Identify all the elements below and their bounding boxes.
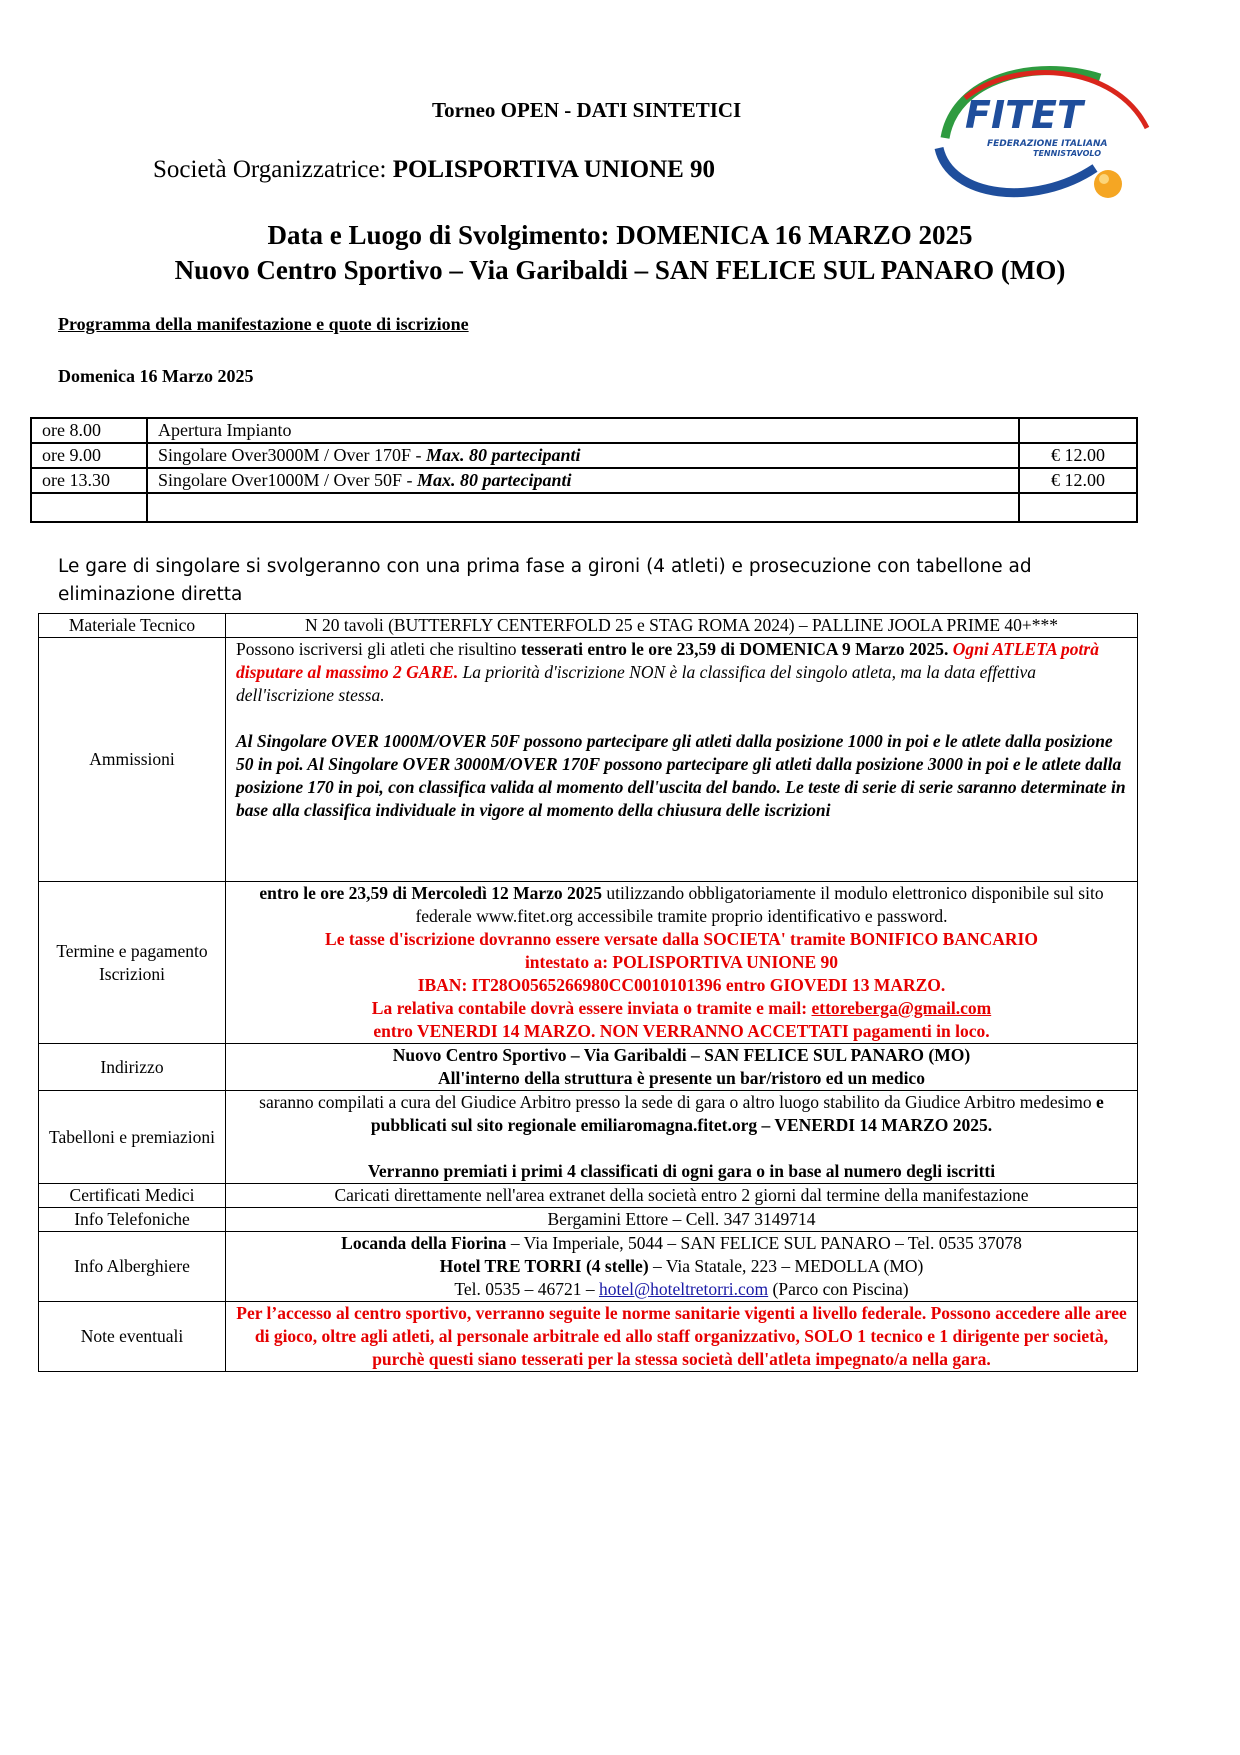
termine-red4: La relativa contabile dovrà essere inviata o tramite e mail: ettoreberga@gmail.com [371, 998, 992, 1018]
hotel-line3: Tel. 0535 – 46721 – hotel@hoteltretorri.com (Parco con Piscina) [454, 1279, 909, 1299]
hotel-email-link[interactable]: hotel@hoteltretorri.com [598, 1279, 769, 1299]
info-label: Info Alberghiere [39, 1232, 226, 1302]
indirizzo-line2: All'interno della struttura è presente un bar/ristoro ed un medico [438, 1068, 925, 1088]
info-value: Bergamini Ettore – Cell. 347 3149714 [226, 1208, 1138, 1232]
fitet-logo [925, 58, 1150, 208]
termine-red2: intestato a: POLISPORTIVA UNIONE 90 [524, 952, 839, 972]
schedule-time: ore 8.00 [31, 418, 147, 443]
event-date: Data e Luogo di Svolgimento: DOMENICA 16 MARZO 2025 [267, 220, 973, 250]
info-label: Certificati Medici [39, 1184, 226, 1208]
info-label: Termine e pagamento Iscrizioni [39, 882, 226, 1044]
logo-ball [1094, 170, 1122, 198]
indirizzo-line1: Nuovo Centro Sportivo – Via Garibaldi – SAN FELICE SUL PANARO (MO) [392, 1045, 971, 1065]
tabelloni-line1: saranno compilati a cura del Giudice Arbitro presso la sede di gara o altro luogo stabilito da Giudice Arbitro medesimo e pubblicati sul sito regionale emiliaromagna.fitet.org – VENERDI 14 MARZO 2025. [259, 1092, 1104, 1135]
info-label: Ammissioni [39, 638, 226, 882]
logo-subtitle-1: FEDERAZIONE ITALIANA [987, 139, 1108, 149]
logo-subtitle-2: TENNISTAVOLO [1033, 149, 1101, 158]
schedule-row [31, 443, 1137, 468]
info-row-telefono [39, 1208, 1138, 1232]
info-value: Caricati direttamente nell'area extranet della società entro 2 giorni dal termine della manifestazione [226, 1184, 1138, 1208]
info-row-note [39, 1302, 1138, 1372]
program-day: Domenica 16 Marzo 2025 [58, 366, 254, 386]
termine-email-link[interactable]: ettoreberga@gmail.com [811, 998, 992, 1018]
info-value [226, 1232, 1138, 1302]
hotel-line1: Locanda della Fiorina – Via Imperiale, 5044 – SAN FELICE SUL PANARO – Tel. 0535 37078 [341, 1233, 1022, 1253]
hotel-line2: Hotel TRE TORRI (4 stelle) – Via Statale, 223 – MEDOLLA (MO) [439, 1256, 924, 1276]
info-row-termine [39, 882, 1138, 1044]
info-value [226, 1044, 1138, 1091]
termine-red1: Le tasse d'iscrizione dovranno essere versate dalla SOCIETA' tramite BONIFICO BANCARIO [325, 929, 1038, 949]
schedule-max: Max. 80 partecipanti [416, 470, 572, 490]
termine-red3: IBAN: IT28O0565266980CC0010101396 entro GIOVEDI 13 MARZO. [417, 975, 946, 995]
schedule-time: ore 9.00 [31, 443, 147, 468]
tabelloni-line2: Verranno premiati i primi 4 classificati di ogni gara o in base al numero degli iscritti [367, 1161, 996, 1181]
organizer-label: Società Organizzatrice: [153, 156, 393, 183]
logo-ball-shine [1099, 174, 1109, 184]
info-value [226, 882, 1138, 1044]
info-value [226, 1091, 1138, 1184]
termine-red5: entro VENERDI 14 MARZO. NON VERRANNO ACCETTATI pagamenti in loco. [373, 1021, 990, 1041]
format-note: Le gare di singolare si svolgeranno con una prima fase a gironi (4 atleti) e prosecuzione con tabellone ad eliminazione diretta [58, 556, 1032, 605]
schedule-event: Apertura Impianto [147, 418, 1019, 443]
info-label: Note eventuali [39, 1302, 226, 1372]
info-row-materiale [39, 614, 1138, 638]
info-row-certificati [39, 1184, 1138, 1208]
event-place: Nuovo Centro Sportivo – Via Garibaldi – SAN FELICE SUL PANARO (MO) [174, 255, 1066, 285]
info-row-ammissioni [39, 638, 1138, 882]
info-row-tabelloni [39, 1091, 1138, 1184]
info-label: Tabelloni e premiazioni [39, 1091, 226, 1184]
info-row-indirizzo [39, 1044, 1138, 1091]
schedule-table [30, 417, 1138, 523]
schedule-fee: € 12.00 [1019, 468, 1137, 493]
schedule-row [31, 468, 1137, 493]
info-row-alberghi [39, 1232, 1138, 1302]
info-value [226, 638, 1138, 882]
ammissioni-p2: Al Singolare OVER 1000M/OVER 50F possono partecipare gli atleti dalla posizione 1000 in poi e le atlete dalla posizione 50 in poi. Al Singolare OVER 3000M/OVER 170F possono partecipare gli atleti dalla posizione 3000 in poi e le atlete dalla posizione 170 in poi, con classifica valida al momento dell'uscita del bando. Le teste di serie di serie saranno determinate in base alla classifica individuale in vigore al momento della chiusura delle iscrizioni [236, 731, 1126, 820]
schedule-row [31, 418, 1137, 443]
info-label: Info Telefoniche [39, 1208, 226, 1232]
schedule-max: Max. 80 partecipanti [425, 445, 581, 465]
schedule-fee: € 12.00 [1019, 443, 1137, 468]
schedule-event: Singolare Over1000M / Over 50F - Max. 80 partecipanti [147, 468, 1019, 493]
info-value: Per l’accesso al centro sportivo, verranno seguite le norme sanitarie vigenti a livello federale. Possono accedere alle aree di gioco, oltre agli atleti, al personale arbitrale ed allo staff organizzativo, SOLO 1 tecnico e 1 dirigente per società, purchè questi siano tesserati per la stessa società dell'atleta impegnato/a nella gara. [226, 1302, 1138, 1372]
organizer-value: POLISPORTIVA UNIONE 90 [392, 156, 716, 183]
info-value: N 20 tavoli (BUTTERFLY CENTERFOLD 25 e STAG ROMA 2024) – PALLINE JOOLA PRIME 40+*** [226, 614, 1138, 638]
program-title: Programma della manifestazione e quote di iscrizione [58, 314, 469, 334]
schedule-event: Singolare Over3000M / Over 170F - Max. 80 partecipanti [147, 443, 1019, 468]
info-label: Indirizzo [39, 1044, 226, 1091]
document-title: Torneo OPEN - DATI SINTETICI [432, 98, 742, 122]
organizer-line [153, 156, 715, 184]
logo-name: FITET [965, 93, 1083, 137]
termine-line1: entro le ore 23,59 di Mercoledì 12 Marzo 2025 utilizzando obbligatoriamente il modulo elettronico disponibile sul sito federale www.fitet.org accessibile tramite proprio identificativo e password. [259, 883, 1104, 926]
ammissioni-p1: Possono iscriversi gli atleti che risultino tesserati entro le ore 23,59 di DOMENICA 9 Marzo 2025. Ogni ATLETA potrà disputare al massimo 2 GARE. La priorità d'iscrizione NON è la classifica del singolo atleta, ma la data effettiva dell'iscrizione stessa. [236, 639, 1099, 705]
info-label: Materiale Tecnico [39, 614, 226, 638]
info-table [38, 613, 1138, 1372]
schedule-time: ore 13.30 [31, 468, 147, 493]
schedule-fee [1019, 418, 1137, 443]
schedule-row-empty [31, 493, 1137, 522]
